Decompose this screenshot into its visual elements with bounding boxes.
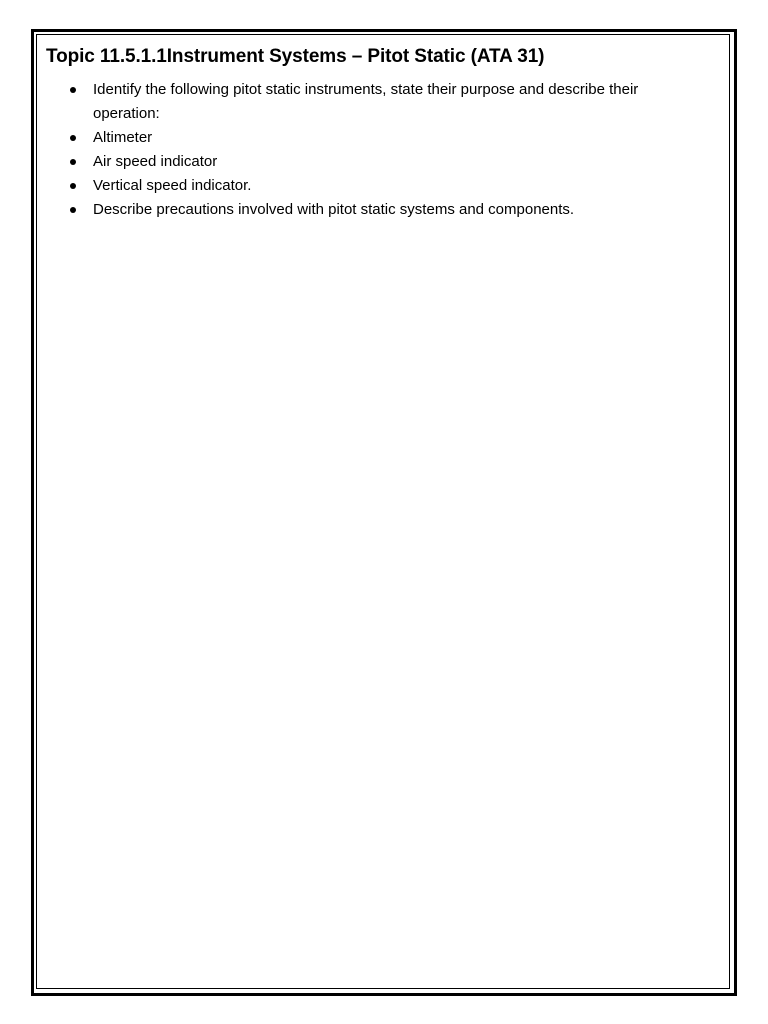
objectives-list (46, 78, 716, 222)
list-item (46, 198, 683, 222)
bullet-icon (70, 87, 76, 93)
bullet-icon (70, 159, 76, 165)
list-item-text: Air speed indicator (93, 153, 218, 170)
list-item (46, 174, 683, 198)
bullet-icon (70, 183, 76, 189)
bullet-icon (70, 207, 76, 213)
list-item-text: Describe precautions involved with pitot static systems and components. (93, 201, 575, 218)
bullet-icon (70, 135, 76, 141)
list-item (46, 78, 683, 126)
page-content (46, 42, 716, 222)
list-item-text: Identify the following pitot static instruments, state their purpose and describe their operation: (93, 81, 639, 122)
topic-heading: Topic 11.5.1.1Instrument Systems – Pitot Static (ATA 31) (46, 46, 545, 67)
list-item-text: Vertical speed indicator. (93, 177, 252, 194)
list-item (46, 150, 683, 174)
list-item-text: Altimeter (93, 129, 153, 146)
list-item (46, 126, 683, 150)
